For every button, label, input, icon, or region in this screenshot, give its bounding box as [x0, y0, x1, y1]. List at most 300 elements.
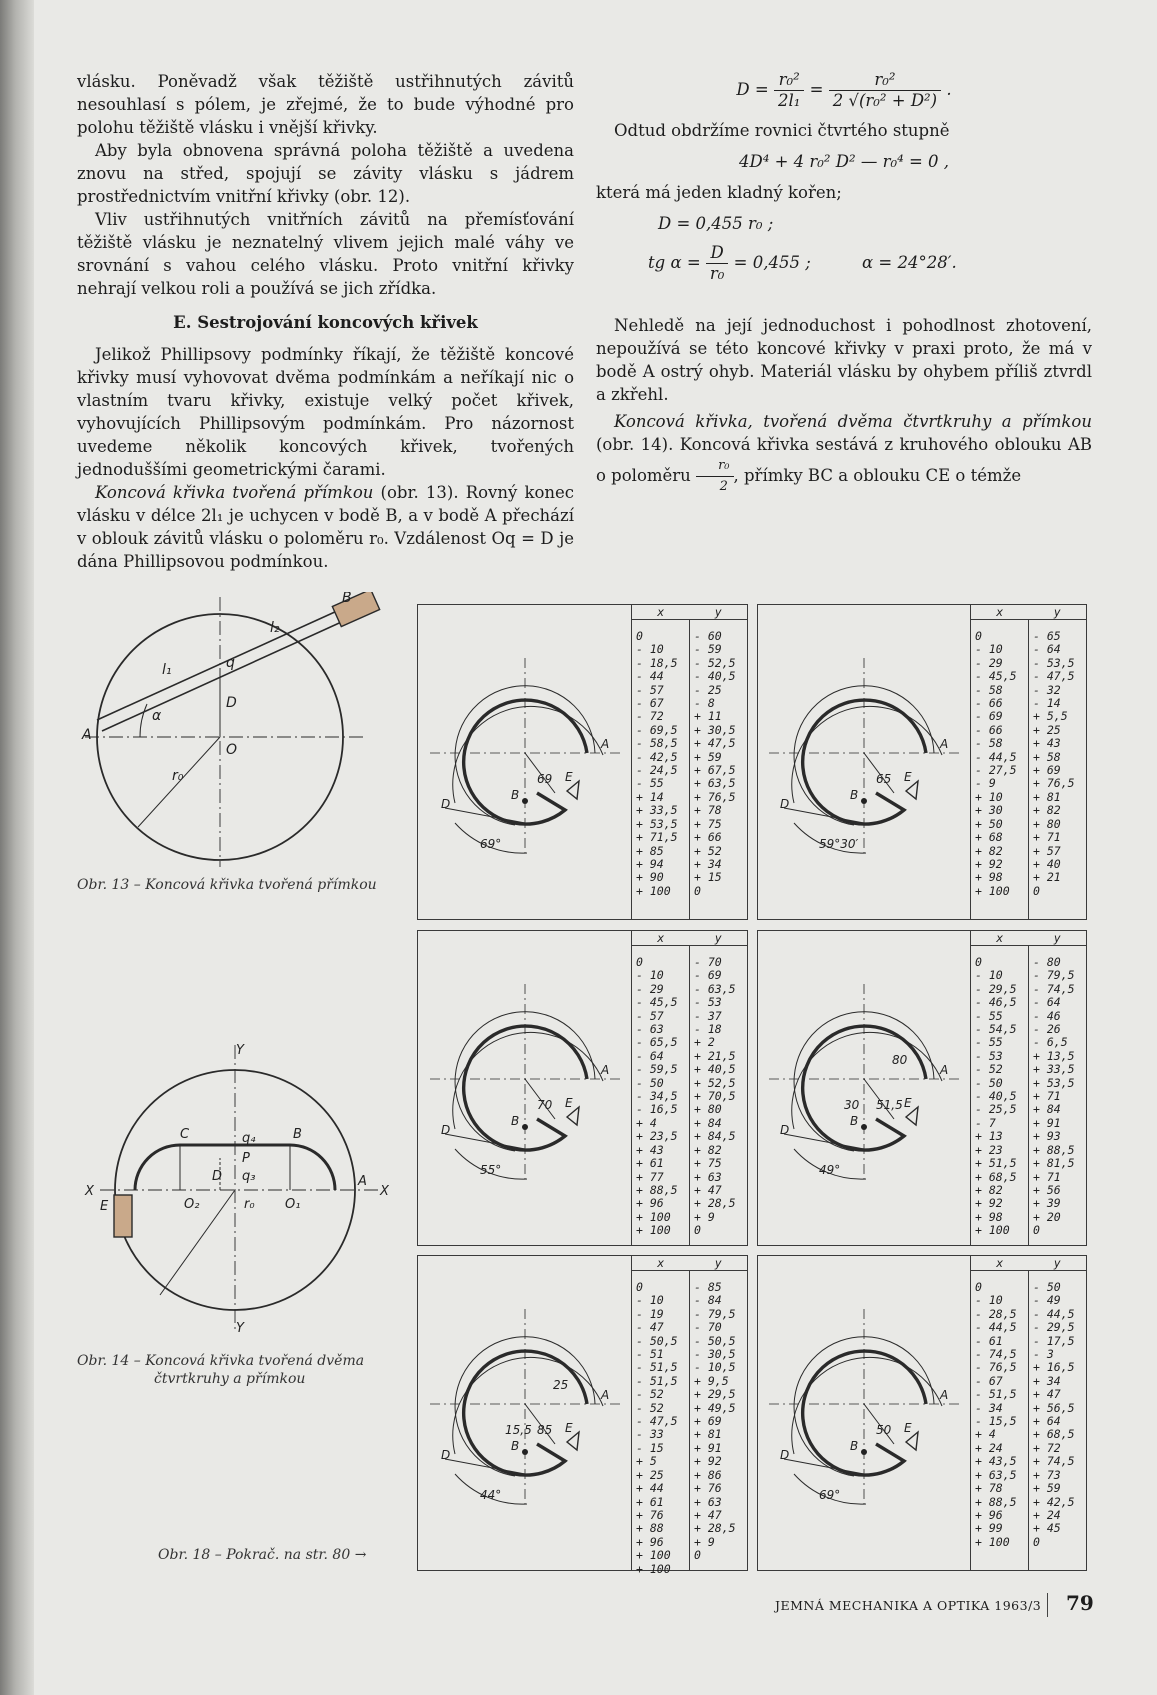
table-cell: + 2 [694, 1035, 715, 1050]
column-header: x [996, 1256, 1004, 1270]
label-a: A [940, 1063, 949, 1077]
table-cell: + 88 [636, 1521, 664, 1536]
table-cell: - 45,5 [975, 669, 1017, 684]
point-b [522, 798, 528, 804]
table-cell: + 21,5 [694, 1048, 736, 1063]
label-x-left: X [85, 1184, 94, 1199]
table-cell: + 25 [1033, 722, 1061, 737]
table-cell: - 66 [975, 722, 1003, 737]
table-cell: + 76 [694, 1481, 722, 1496]
label-b: B [511, 1439, 520, 1453]
table-cell: - 16,5 [636, 1102, 678, 1117]
table-cell: + 11 [694, 709, 722, 724]
table-cell: - 66 [975, 696, 1003, 711]
table-header [632, 605, 747, 620]
table-cell: + 94 [636, 856, 664, 871]
table-cell: + 71,5 [636, 830, 678, 845]
table-cell: - 29,5 [975, 981, 1017, 996]
table-cell: - 26 [1033, 1022, 1061, 1037]
table-cell: + 92 [694, 1454, 722, 1469]
table-cell: - 29,5 [1033, 1320, 1075, 1335]
table-cell: + 53,5 [636, 816, 678, 831]
right-column [596, 70, 1092, 497]
table-cell: + 85 [636, 843, 664, 858]
label-e: E [100, 1199, 109, 1214]
table-cell: + 78 [975, 1481, 1003, 1496]
table-cell: + 61 [636, 1156, 664, 1171]
column-header: x [657, 931, 665, 945]
table-cell: + 73 [1033, 1467, 1061, 1482]
table-cell: + 47,5 [694, 736, 736, 751]
table-cell: - 59 [694, 642, 722, 657]
label-alpha: α [152, 708, 162, 724]
table-cell: - 29 [975, 655, 1003, 670]
table-cell: - 25 [694, 682, 722, 697]
table-cell: - 52 [975, 1062, 1003, 1077]
table-cell: + 76,5 [694, 789, 736, 804]
radius-label: 70 [537, 1098, 553, 1112]
table-cell: - 29 [636, 981, 664, 996]
table-cell: + 15 [694, 870, 722, 885]
label-d: D [441, 1123, 451, 1137]
label-d: D [780, 797, 790, 811]
table-cell: - 46,5 [975, 995, 1017, 1010]
table-cell: - 44,5 [975, 749, 1017, 764]
table-cell: - 54,5 [975, 1022, 1017, 1037]
table-cell: + 58 [1033, 749, 1061, 764]
table-cell: - 74,5 [1033, 981, 1075, 996]
table-cell: + 99 [975, 1521, 1003, 1536]
table-cell: + 82 [1033, 803, 1061, 818]
column-header: x [657, 605, 665, 619]
table-cell: + 91 [694, 1440, 722, 1455]
curve-drawing [418, 1256, 631, 1570]
column-header: y [1053, 605, 1061, 619]
curve-drawing [758, 605, 970, 919]
label-c: C [180, 1127, 190, 1142]
curve-drawing [418, 931, 631, 1245]
table-cell: + 92 [975, 856, 1003, 871]
table-column [1028, 1271, 1086, 1570]
table-cell: 0 [1033, 1223, 1040, 1238]
table-cell: + 30 [975, 803, 1003, 818]
table-cell: + 34 [694, 856, 722, 871]
table-cell: - 44,5 [1033, 1306, 1075, 1321]
table-cell: + 57 [1033, 843, 1061, 858]
point-b [861, 1449, 867, 1455]
coordinate-table [970, 931, 1086, 1245]
table-cell: + 96 [975, 1507, 1003, 1522]
table-cell: - 69 [694, 968, 722, 983]
table-header [971, 605, 1086, 620]
label-a: A [601, 1063, 610, 1077]
label-q3: q₃ [242, 1169, 256, 1184]
paragraph: Odtud obdržíme rovnici čtvrtého stupně [614, 121, 950, 140]
table-cell: + 33,5 [1033, 1062, 1075, 1077]
outer-coil [453, 1032, 603, 1129]
table-cell: + 69 [694, 1414, 722, 1429]
table-cell: - 51,5 [636, 1373, 678, 1388]
label-d: D [212, 1169, 223, 1184]
table-cell: + 100 [975, 1534, 1010, 1549]
label-l2: l₂ [270, 620, 280, 636]
table-cell: 0 [1033, 883, 1040, 898]
table-cell: + 23 [975, 1142, 1003, 1157]
table-cell: + 50 [975, 816, 1003, 831]
table-cell: + 96 [636, 1196, 664, 1211]
curve-drawing [758, 931, 970, 1245]
table-cell: - 63,5 [694, 981, 736, 996]
table-cell: + 71 [1033, 830, 1061, 845]
caption-fig18: Obr. 18 – Pokrač. na str. 80 → [158, 1547, 367, 1563]
label-q4: q₄ [242, 1131, 256, 1146]
table-cell: - 50,5 [694, 1333, 736, 1348]
left-column [77, 70, 574, 573]
table-cell: - 7 [975, 1115, 996, 1130]
table-cell: + 52,5 [694, 1075, 736, 1090]
table-cell: + 10 [975, 789, 1003, 804]
angle-label: 44° [480, 1488, 502, 1502]
table-cell: - 18 [694, 1022, 722, 1037]
figure-13-drawing [80, 592, 410, 872]
table-cell: + 28,5 [694, 1196, 736, 1211]
table-cell: - 9 [975, 776, 996, 791]
paragraph: Koncová křivka, tvořená dvěma čtvrtkruhy a přímkou (obr. 14). Koncová křivka sestává z kruhového oblouku AB o poloměru $\frac{\text{r₀}}{2}$ , přímky BC a oblouku CE o témže [596, 412, 1092, 494]
point-b [861, 1124, 867, 1130]
table-cell: - 79,5 [1033, 968, 1075, 983]
table-cell: + 74,5 [1033, 1454, 1075, 1469]
table-cell: + 88,5 [636, 1182, 678, 1197]
figure-reference: (obr. 13). [380, 483, 459, 502]
table-cell: + 100 [636, 1548, 671, 1563]
table-cell: - 10 [975, 642, 1003, 657]
table-cell: + 84 [1033, 1102, 1061, 1117]
label-d: D [441, 1448, 451, 1462]
table-cell: + 40 [1033, 856, 1061, 871]
table-cell: - 80 [1033, 955, 1061, 969]
table-cell: + 43,5 [975, 1454, 1017, 1469]
table-cell: + 4 [975, 1427, 996, 1442]
table-cell: - 59,5 [636, 1062, 678, 1077]
table-cell: - 42,5 [636, 749, 678, 764]
table-cell: - 70 [694, 955, 722, 969]
column-header: y [714, 1256, 722, 1270]
table-cell: + 20 [1033, 1209, 1061, 1224]
radius-label: 30 [844, 1098, 860, 1112]
table-cell: + 30,5 [694, 722, 736, 737]
coordinate-table [631, 1256, 747, 1576]
table-column [971, 1271, 1028, 1570]
table-cell: - 61 [975, 1333, 1003, 1348]
radius-label: 69 [537, 772, 553, 786]
table-cell: - 50,5 [636, 1333, 678, 1348]
caption-fig13: Obr. 13 – Koncová křivka tvořená přímkou [77, 877, 377, 893]
table-cell: - 47,5 [636, 1414, 678, 1429]
straight-end [102, 619, 348, 731]
table-cell: + 68,5 [975, 1169, 1017, 1184]
table-cell: - 57 [636, 682, 664, 697]
table-cell: - 70 [694, 1320, 722, 1335]
coordinate-table [970, 1256, 1086, 1570]
table-header [632, 931, 747, 946]
table-cell: + 82 [694, 1142, 722, 1157]
table-cell: + 100 [636, 1561, 671, 1576]
table-cell: + 98 [975, 1209, 1003, 1224]
label-b: B [511, 788, 520, 802]
table-cell: + 64 [1033, 1414, 1061, 1429]
caption-fig14: Obr. 14 – Koncová křivka tvořená dvěma čtvrtkruhy a přímkou [77, 1353, 365, 1387]
label-e: E [565, 1096, 573, 1110]
table-cell: + 76,5 [1033, 776, 1075, 791]
angle-label: 55° [480, 1163, 502, 1177]
table-cell: - 40,5 [975, 1089, 1017, 1104]
table-cell: + 53,5 [1033, 1075, 1075, 1090]
table-cell: - 34,5 [636, 1089, 678, 1104]
table-cell: + 56 [1033, 1182, 1061, 1197]
table-cell: + 66 [694, 830, 722, 845]
table-cell: 0 [975, 955, 982, 969]
radius-label: 65 [876, 772, 892, 786]
angle-label: 69° [480, 837, 502, 851]
table-cell: + 67,5 [694, 763, 736, 778]
angle-arc [140, 704, 147, 737]
table-column [971, 620, 1028, 919]
table-cell: + 56,5 [1033, 1400, 1075, 1415]
label-b: B [850, 1439, 859, 1453]
table-cell: - 55 [975, 1035, 1003, 1050]
paragraph: Aby byla obnovena správná poloha těžiště a uvedena znovu na střed, spojují se závity vlásku s jádrem prostřednictvím vnitřní křivky (obr. 12). [77, 141, 574, 206]
section-heading: E. Sestrojování koncových křivek [173, 313, 478, 332]
column-header: y [1053, 931, 1061, 945]
table-cell: + 98 [975, 870, 1003, 885]
equation-d: D = $\frac{\text{r₀²}}{\text{2l₁}}$ = $\frac{\text{r₀²}}{\text{2 √(r₀² + D²)}}$ . [736, 70, 952, 110]
table-cell: + 39 [1033, 1196, 1061, 1211]
table-cell: - 53 [694, 995, 722, 1010]
paragraph: Nehledě na její jednoduchost i pohodlnost zhotovení, nepoužívá se této koncové křivky v praxi proto, že má v bodě A ostrý ohyb. Materiál vlásku by ohybem příliš ztvrdl a zkřehl. [596, 316, 1092, 404]
table-header [971, 1256, 1086, 1271]
table-cell: - 52 [636, 1387, 664, 1402]
table-cell: + 70,5 [694, 1089, 736, 1104]
label-d: D [226, 695, 237, 711]
table-cell: + 81 [1033, 789, 1061, 804]
table-cell: + 82 [975, 843, 1003, 858]
curve-panel [417, 1255, 748, 1576]
table-cell: + 59 [1033, 1481, 1061, 1496]
table-cell: + 100 [636, 1209, 671, 1224]
table-cell: - 67 [975, 1373, 1003, 1388]
table-cell: - 58 [975, 682, 1003, 697]
label-o: O [226, 742, 238, 758]
table-cell: - 52 [636, 1400, 664, 1415]
table-cell: + 24 [1033, 1507, 1061, 1522]
table-cell: + 75 [694, 816, 722, 831]
table-cell: 0 [636, 955, 643, 969]
radius-label: 85 [537, 1423, 553, 1437]
curve-panel [757, 930, 1087, 1246]
table-cell: + 47 [1033, 1387, 1061, 1402]
table-cell: - 34 [975, 1400, 1003, 1415]
label-o2: O₂ [184, 1197, 200, 1212]
table-cell: + 68 [975, 830, 1003, 845]
label-a: A [82, 727, 92, 743]
curve-drawing [758, 1256, 970, 1570]
radius-label: 51,5 [876, 1098, 903, 1112]
table-cell: + 13,5 [1033, 1048, 1075, 1063]
table-cell: 0 [694, 1223, 701, 1238]
label-d: D [780, 1448, 790, 1462]
table-cell: + 43 [1033, 736, 1061, 751]
table-cell: + 5,5 [1033, 709, 1068, 724]
table-cell: + 45 [1033, 1521, 1061, 1536]
table-cell: 0 [1033, 1534, 1040, 1549]
table-cell: + 23,5 [636, 1129, 678, 1144]
table-cell: 0 [636, 629, 643, 643]
angle-label: 69° [819, 1488, 841, 1502]
journal-footer: JEMNÁ MECHANIKA A OPTIKA 1963/3 [775, 1598, 1042, 1613]
label-e: E [904, 1096, 912, 1110]
table-cell: + 68,5 [1033, 1427, 1075, 1442]
label-l1: l₁ [162, 662, 172, 678]
table-column [689, 1271, 747, 1570]
table-column [632, 946, 689, 1245]
table-cell: - 33 [636, 1427, 664, 1442]
table-cell: - 45,5 [636, 995, 678, 1010]
table-cell: - 10 [975, 968, 1003, 983]
radius-label: 15,5 [505, 1423, 532, 1437]
label-a: A [940, 1388, 949, 1402]
table-cell: - 3 [1033, 1347, 1054, 1362]
table-cell: + 100 [636, 883, 671, 898]
table-cell: 0 [636, 1280, 643, 1294]
table-cell: - 15,5 [975, 1414, 1017, 1429]
paragraph-body: Rovný konec vlásku v délce 2l₁ je uchycen v bodě B, a v bodě A přechází v oblouk závitů vlásku o poloměru r₀. Vzdálenost Oq = D je dána Phillipsovou podmínkou. [77, 483, 575, 571]
label-e: E [904, 1421, 912, 1435]
table-cell: - 50 [636, 1075, 664, 1090]
table-cell: + 51,5 [975, 1156, 1017, 1171]
label-b: B [511, 1114, 520, 1128]
table-cell: + 29,5 [694, 1387, 736, 1402]
table-cell: - 51 [636, 1347, 664, 1362]
table-cell: - 49 [1033, 1293, 1061, 1308]
table-cell: + 5 [636, 1454, 657, 1469]
table-cell: + 81 [694, 1427, 722, 1442]
table-cell: - 10 [636, 1293, 664, 1308]
table-cell: - 65,5 [636, 1035, 678, 1050]
table-cell: 0 [694, 1548, 701, 1563]
curve-drawing [418, 605, 631, 919]
table-cell: - 10 [636, 968, 664, 983]
table-cell: + 88,5 [975, 1494, 1017, 1509]
column-header: x [996, 605, 1004, 619]
label-p: P [242, 1151, 250, 1166]
label-r0: r₀ [244, 1197, 255, 1212]
table-cell: - 64 [1033, 995, 1061, 1010]
table-cell: + 59 [694, 749, 722, 764]
table-cell: - 76,5 [975, 1360, 1017, 1375]
coordinate-table [631, 605, 747, 919]
page-number: 79 [1066, 1591, 1094, 1615]
table-cell: + 75 [694, 1156, 722, 1171]
table-cell: - 51,5 [636, 1360, 678, 1375]
equation-angle: tg α = $\frac{D}{\text{r₀}}$ = 0,455 ; α = 24°28′. [648, 243, 957, 283]
table-cell: + 82 [975, 1182, 1003, 1197]
table-cell: + 24 [975, 1440, 1003, 1455]
table-cell: + 84,5 [694, 1129, 736, 1144]
table-cell: + 14 [636, 789, 664, 804]
label-b: B [850, 788, 859, 802]
label-r0: r₀ [172, 768, 184, 784]
table-cell: - 15 [636, 1440, 664, 1455]
outer-coil [792, 1357, 942, 1454]
table-header [632, 1256, 747, 1271]
page-gutter-shadow [0, 0, 34, 1695]
table-cell: - 69 [975, 709, 1003, 724]
table-cell: + 92 [975, 1196, 1003, 1211]
table-cell: - 65 [1033, 629, 1061, 643]
angle-label: 49° [819, 1163, 841, 1177]
stud-block [114, 1195, 132, 1237]
table-cell: - 6,5 [1033, 1035, 1068, 1050]
table-cell: 0 [694, 883, 701, 898]
curve-panel [757, 1255, 1087, 1571]
table-cell: - 46 [1033, 1008, 1061, 1023]
table-cell: + 16,5 [1033, 1360, 1075, 1375]
figure-14-drawing [80, 1040, 410, 1340]
table-cell: - 58,5 [636, 736, 678, 751]
outer-coil [453, 1357, 603, 1454]
paragraph: Jelikož Phillipsovy podmínky říkají, že těžiště koncové křivky musí vyhovovat dvěma podmínkám a neříkají nic o vlastním tvaru křivky, existuje velký počet křivek, vyhovujících Phillipsovým podmínkám. Pro názornost uvedeme několik koncových křivek, tvořených jednoduššími geometrickými čarami. [77, 345, 574, 479]
outer-coil [792, 1032, 942, 1129]
table-cell: - 10 [975, 1293, 1003, 1308]
table-cell: - 18,5 [636, 655, 678, 670]
curve-panel [417, 604, 748, 920]
coordinate-table [970, 605, 1086, 919]
table-cell: - 30,5 [694, 1347, 736, 1362]
paragraph-title: Koncová křivka tvořená přímkou [95, 483, 374, 502]
table-column [689, 946, 747, 1245]
table-cell: + 72 [1033, 1440, 1061, 1455]
table-cell: - 55 [636, 776, 664, 791]
paragraph: která má jeden kladný kořen; [596, 183, 842, 202]
column-header: y [1053, 1256, 1061, 1270]
clamp-block [332, 592, 379, 627]
curve-panel [757, 604, 1087, 920]
equation-quartic: 4D⁴ + 4 r₀² D² — r₀⁴ = 0 , [738, 152, 949, 171]
table-cell: - 10 [636, 642, 664, 657]
table-column [632, 620, 689, 919]
table-cell: + 44 [636, 1481, 664, 1496]
table-cell: + 49,5 [694, 1400, 736, 1415]
label-a: A [601, 737, 610, 751]
table-cell: - 40,5 [694, 669, 736, 684]
label-e: E [565, 1421, 573, 1435]
table-cell: + 100 [636, 1223, 671, 1238]
table-cell: - 14 [1033, 696, 1061, 711]
table-cell: + 9,5 [694, 1373, 729, 1388]
table-cell: - 53 [975, 1048, 1003, 1063]
outer-coil [453, 706, 603, 803]
table-cell: + 25 [636, 1467, 664, 1482]
table-cell: + 71 [1033, 1169, 1061, 1184]
table-cell: + 34 [1033, 1373, 1061, 1388]
table-column [971, 946, 1028, 1245]
table-cell: - 72 [636, 709, 664, 724]
table-cell: + 96 [636, 1534, 664, 1549]
table-cell: - 44 [636, 669, 664, 684]
table-cell: - 24,5 [636, 763, 678, 778]
table-cell: + 81,5 [1033, 1156, 1075, 1171]
table-cell: + 42,5 [1033, 1494, 1075, 1509]
